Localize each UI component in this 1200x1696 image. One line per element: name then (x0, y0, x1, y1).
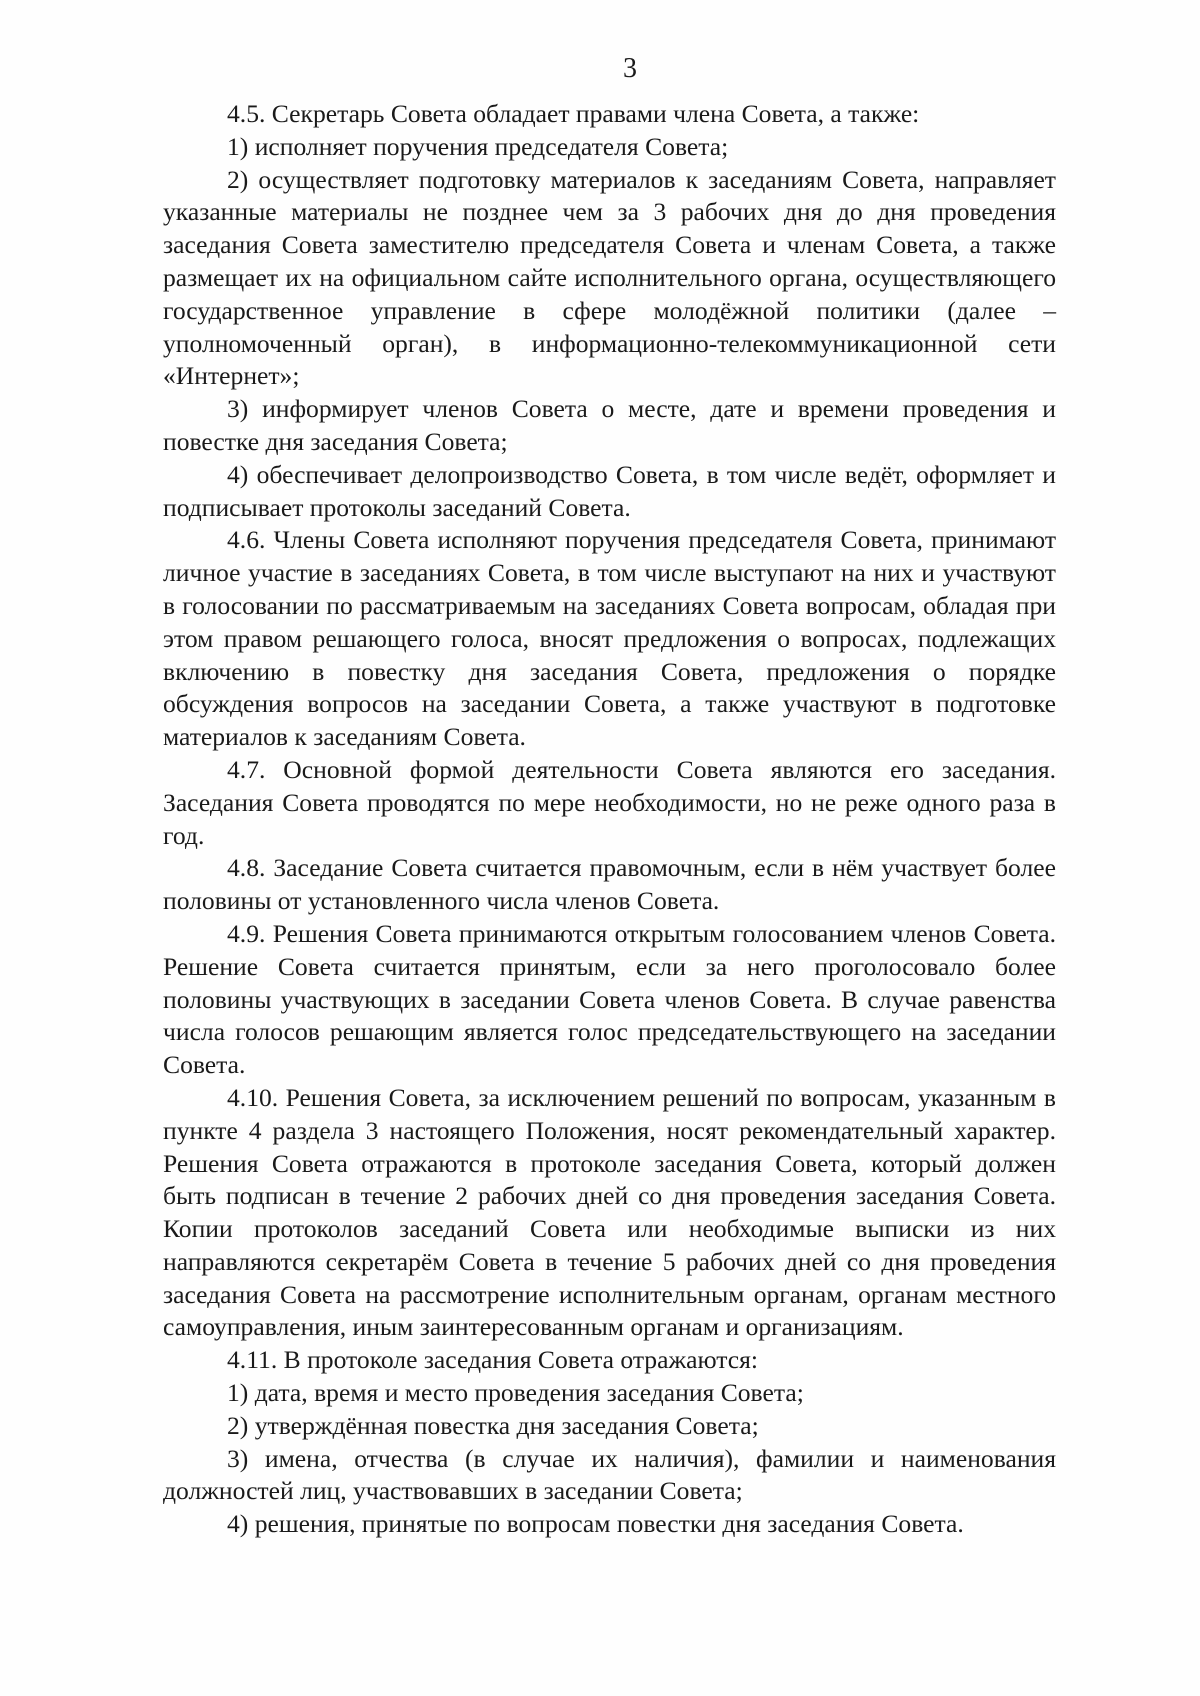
paragraph-4-5-item-3: 3) информирует членов Совета о месте, дате и времени проведения и повестке дня заседания Совета; (163, 394, 1056, 456)
page-number: 3 (623, 53, 637, 84)
paragraph-4-7: 4.7. Основной формой деятельности Совета являются его заседания. Заседания Совета проводятся по мере необходимости, но не реже одного раза в год. (163, 754, 1056, 850)
paragraph-4-11-item-4: 4) решения, принятые по вопросам повестки дня заседания Совета. (227, 1509, 964, 1539)
document-body (163, 98, 1056, 1541)
paragraph-4-10: 4.10. Решения Совета, за исключением решений по вопросам, указанным в пункте 4 раздела 3 настоящего Положения, носят рекомендательный характер. Решения Совета отражаются в протоколе заседания Совета, который должен быть подписан в течение 2 рабочих дней со дня проведения заседания Совета. Копии протоколов заседаний Совета или необходимые выписки из них направляются секретарём Совета в течение 5 рабочих дней со дня проведения заседания Совета на рассмотрение исполнительным органам, органам местного самоуправления, иным заинтересованным органам и организациям. (163, 1082, 1056, 1342)
paragraph-4-5-item-4: 4) обеспечивает делопроизводство Совета, в том числе ведёт, оформляет и подписывает протоколы заседаний Совета. (163, 459, 1056, 522)
paragraph-4-5: 4.5. Секретарь Совета обладает правами члена Совета, а также: (227, 99, 920, 128)
paragraph-4-5-item-1: 1) исполняет поручения председателя Совета; (227, 131, 729, 161)
paragraph-4-5-item-2: 2) осуществляет подготовку материалов к заседаниям Совета, направляет указанные материалы не позднее чем за 3 рабочих дня до дня проведения заседания Совета заместителю председателя Совета и членам Совета, а также размещает их на официальном сайте исполнительного органа, осуществляющего государственное управление в сфере молодёжной политики (далее – уполномоченный орган), в информационно-телекоммуникационной сети «Интернет»; (163, 164, 1056, 391)
paragraph-4-11-item-1: 1) дата, время и место проведения заседания Совета; (227, 1378, 804, 1408)
paragraph-4-9: 4.9. Решения Совета принимаются открытым голосованием членов Совета. Решение Совета считается принятым, если за него проголосовало более половины участвующих в заседании Совета членов Совета. В случае равенства числа голосов решающим является голос председательствующего на заседании Совета. (163, 918, 1056, 1080)
paragraph-4-8: 4.8. Заседание Совета считается правомочным, если в нём участвует более половины от установленного числа членов Совета. (163, 853, 1056, 916)
paragraph-4-11-item-3: 3) имена, отчества (в случае их наличия), фамилии и наименования должностей лиц, участвовавших в заседании Совета; (163, 1443, 1056, 1506)
paragraph-4-11: 4.11. В протоколе заседания Совета отражаются: (227, 1345, 759, 1375)
paragraph-4-6: 4.6. Члены Совета исполняют поручения председателя Совета, принимают личное участие в заседаниях Совета, в том числе выступают на них и участвуют в голосовании по рассматриваемым на заседаниях Совета вопросам, обладая при этом правом решающего голоса, вносят предложения о вопросах, подлежащих включению в повестку дня заседания Совета, предложения о порядке обсуждения вопросов на заседании Совета, а также участвуют в подготовке материалов к заседаниям Совета. (163, 525, 1056, 752)
paragraph-4-11-item-2: 2) утверждённая повестка дня заседания Совета; (227, 1410, 759, 1440)
